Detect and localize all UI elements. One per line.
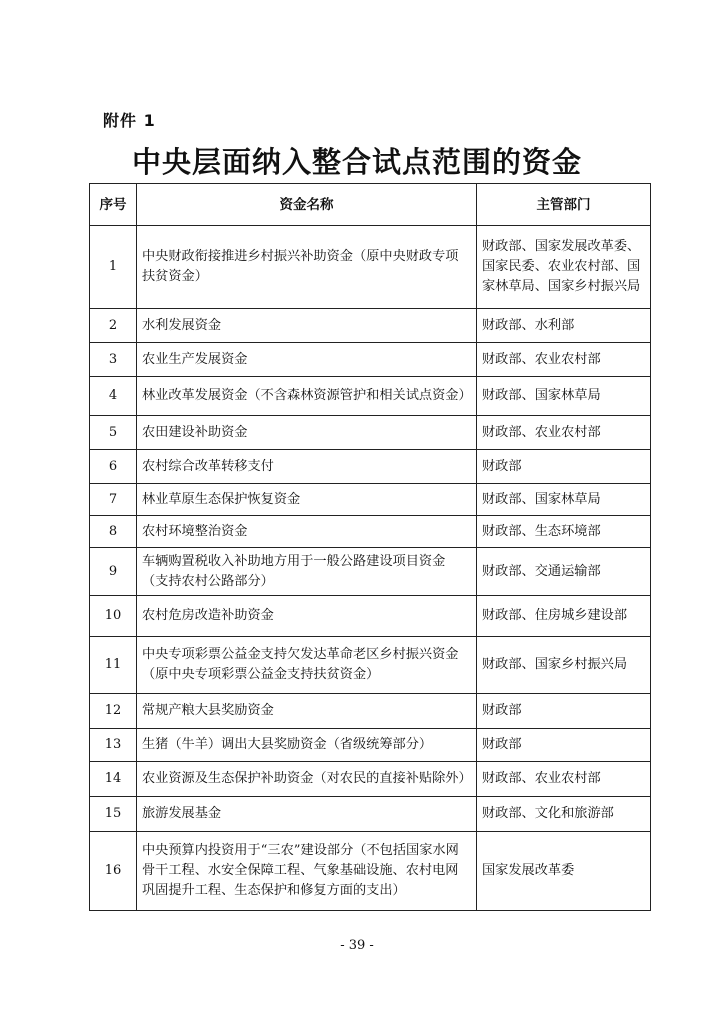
fund-name: 林业改革发展资金（不含森林资源管护和相关试点资金） [137,377,477,416]
table-row [90,762,651,797]
table-row [90,596,651,637]
department: 财政部、水利部 [477,309,651,343]
row-index: 6 [90,450,137,484]
table-row [90,377,651,416]
column-header-department: 主管部门 [477,184,651,226]
fund-name: 生猪（牛羊）调出大县奖励资金（省级统筹部分） [137,729,477,762]
table-row [90,450,651,484]
fund-name: 旅游发展基金 [137,797,477,832]
table-row [90,416,651,450]
department: 财政部、国家林草局 [477,484,651,516]
table-row [90,516,651,548]
fund-name: 农村综合改革转移支付 [137,450,477,484]
department: 财政部、生态环境部 [477,516,651,548]
table-row [90,797,651,832]
row-index: 13 [90,729,137,762]
table-row [90,309,651,343]
row-index: 8 [90,516,137,548]
fund-name: 车辆购置税收入补助地方用于一般公路建设项目资金（支持农村公路部分） [137,548,477,596]
department: 财政部、国家林草局 [477,377,651,416]
row-index: 14 [90,762,137,797]
table-row [90,548,651,596]
fund-name: 中央预算内投资用于“三农”建设部分（不包括国家水网骨干工程、水安全保障工程、气象基础设施、农村电网巩固提升工程、生态保护和修复方面的支出） [137,832,477,911]
table-row [90,343,651,377]
row-index: 15 [90,797,137,832]
row-index: 11 [90,637,137,694]
row-index: 9 [90,548,137,596]
attachment-label: 附件 1 [103,111,156,130]
fund-name: 中央专项彩票公益金支持欠发达革命老区乡村振兴资金（原中央专项彩票公益金支持扶贫资金） [137,637,477,694]
row-index: 12 [90,694,137,729]
column-header-fund-name: 资金名称 [137,184,477,226]
department: 财政部、农业农村部 [477,762,651,797]
page-number: - 39 - [340,938,374,953]
row-index: 5 [90,416,137,450]
row-index: 10 [90,596,137,637]
funds-table [89,183,651,911]
department: 财政部 [477,694,651,729]
department: 财政部、农业农村部 [477,343,651,377]
department: 财政部、农业农村部 [477,416,651,450]
department: 国家发展改革委 [477,832,651,911]
row-index: 4 [90,377,137,416]
table-row [90,694,651,729]
fund-name: 农业生产发展资金 [137,343,477,377]
fund-name: 农田建设补助资金 [137,416,477,450]
table-row [90,637,651,694]
fund-name: 农村危房改造补助资金 [137,596,477,637]
row-index: 3 [90,343,137,377]
fund-name: 水利发展资金 [137,309,477,343]
column-header-index: 序号 [90,184,137,226]
department: 财政部、交通运输部 [477,548,651,596]
table-row [90,832,651,911]
fund-name: 农村环境整治资金 [137,516,477,548]
row-index: 2 [90,309,137,343]
department: 财政部、国家发展改革委、国家民委、农业农村部、国家林草局、国家乡村振兴局 [477,226,651,309]
fund-name: 林业草原生态保护恢复资金 [137,484,477,516]
table-row [90,729,651,762]
department: 财政部、国家乡村振兴局 [477,637,651,694]
page-title: 中央层面纳入整合试点范围的资金 [131,145,582,179]
row-index: 16 [90,832,137,911]
fund-name: 中央财政衔接推进乡村振兴补助资金（原中央财政专项扶贫资金） [137,226,477,309]
department: 财政部、住房城乡建设部 [477,596,651,637]
table-row [90,226,651,309]
fund-name: 常规产粮大县奖励资金 [137,694,477,729]
department: 财政部、文化和旅游部 [477,797,651,832]
row-index: 7 [90,484,137,516]
department: 财政部 [477,450,651,484]
row-index: 1 [90,226,137,309]
table-row [90,484,651,516]
table-header-row [90,184,651,226]
fund-name: 农业资源及生态保护补助资金（对农民的直接补贴除外） [137,762,477,797]
department: 财政部 [477,729,651,762]
